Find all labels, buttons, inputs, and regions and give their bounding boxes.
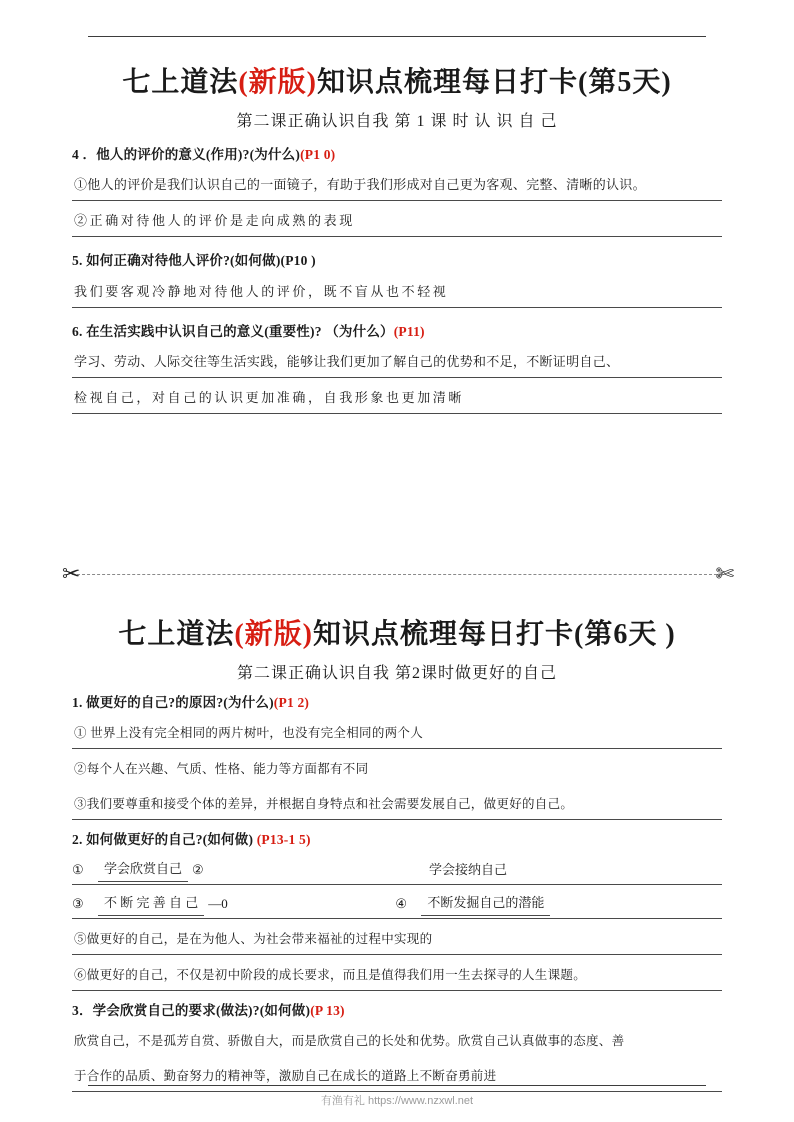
blank-mid-mark: —0 [208,895,228,911]
answer-line: ①他人的评价是我们认识自己的一面镜子，有助于我们形成对自己更为客观、完整、清晰的认识。 [72,172,722,201]
blank-answer: 学会接纳自己 [429,861,508,877]
footer-watermark: 有渔有礼 https://www.nzxwl.net [320,1095,474,1107]
title-part-1: 七上道法 [118,619,235,650]
question-heading [72,322,722,342]
title-part-2: 知识点梳理每日打卡(第6 [313,619,629,650]
section-day5-subtitle: 第二课正确认识自我 第 1 课 时 认 识 自 己 [236,113,558,130]
answer-line: ⑤做更好的自己，是在为他人、为社会带来福祉的过程中实现的 [72,926,722,955]
question-heading [72,145,722,165]
blank-answer: 不 断 完 善 自 己 [98,891,204,916]
qa-item [72,830,722,990]
section-day6 [72,612,722,1092]
blank-number: ④ [395,895,408,911]
scissors-icon: ✄ [715,561,734,586]
answer-line: ③我们要尊重和接受个体的差异，并根据自身特点和社会需要发展自己，做更好的自己。 [72,791,722,820]
page-ref: (P1 0) [300,147,336,162]
question-heading [72,830,722,850]
section-day5 [72,60,722,414]
cut-divider [62,560,734,590]
qa-item [72,693,722,820]
blank-number: ② [192,861,204,877]
answer-line: 检视自己，对自己的认识更加准确，自我形象也更加清晰 [72,385,722,414]
title-part-3: 天 ) [628,619,676,650]
page-ref: (P11) [393,323,425,339]
fill-blank-row [72,891,722,919]
answer-line: ②正确对待他人的评价是走向成熟的表现 [72,208,722,237]
section-day5-title [72,60,722,100]
question-text: 4 ．他人的评价的意义(作用)?(为什么) [72,147,301,162]
answer-line: 欣赏自己，不是孤芳自赏、骄傲自大，而是欣赏自己的长处和优势。欣赏自己认真做事的态度、善 [74,1033,625,1048]
question-heading [72,693,722,713]
blank-answer: 学会欣赏自己 [98,857,188,882]
question-text: 5. 如何正确对待他人评价?(如何做)(P10 ) [72,253,316,269]
page-ref: (P 13) [310,1002,345,1018]
question-text: 2. 如何做更好的自己?(如何做) [72,832,254,848]
answer-line: ②每个人在兴趣、气质、性格、能力等方面都有不同 [74,762,369,777]
qa-item [72,251,722,307]
title-red-part: (新版) [234,619,313,650]
section-day6-title [72,612,722,652]
section-day6-subtitle: 第二课正确认识自我 第2课时做更好的自己 [236,665,557,682]
answer-line: ⑥做更好的自己，不仅是初中阶段的成长要求，而且是值得我们用一生去探寻的人生课题。 [72,962,722,991]
cut-line [72,574,722,575]
question-text: 6. 在生活实践中认识自己的意义(重要性)? （为什么） [72,323,394,339]
page-ref: (P1 2) [273,695,310,710]
title-red-part: (新版) [238,67,317,98]
qa-item [72,145,722,237]
blank-number: ① [72,861,84,877]
blank-answer: 不断发掘自己的潜能 [421,891,550,916]
fill-blank-row [72,857,722,885]
answer-line: 我们要客观冷静地对待他人的评价，既不盲从也不轻视 [72,279,722,308]
answer-line: 于合作的品质、勤奋努力的精神等，激励自己在成长的道路上不断奋勇前进 [72,1063,722,1092]
question-heading [72,1001,722,1021]
page-ref: (P13-1 5) [256,832,311,848]
page-top-rule [88,36,706,37]
qa-item [72,322,722,414]
question-text: 3．学会欣赏自己的要求(做法)?(如何做) [72,1002,311,1018]
page-bottom-rule [88,1085,706,1086]
scissors-icon: ✂ [62,561,81,586]
title-part-2: 知识点梳理每日打卡(第5天) [317,67,672,98]
question-heading [72,251,722,271]
answer-line: 学习、劳动、人际交往等生活实践，能够让我们更加了解自己的优势和不足，不断证明自己、 [72,349,722,378]
question-text: 1. 做更好的自己?的原因?(为什么) [72,695,274,710]
title-part-1: 七上道法 [122,67,239,98]
answer-line: ① 世界上没有完全相同的两片树叶，也没有完全相同的两个人 [72,720,722,749]
qa-item [72,1001,722,1092]
blank-number: ③ [72,895,84,911]
